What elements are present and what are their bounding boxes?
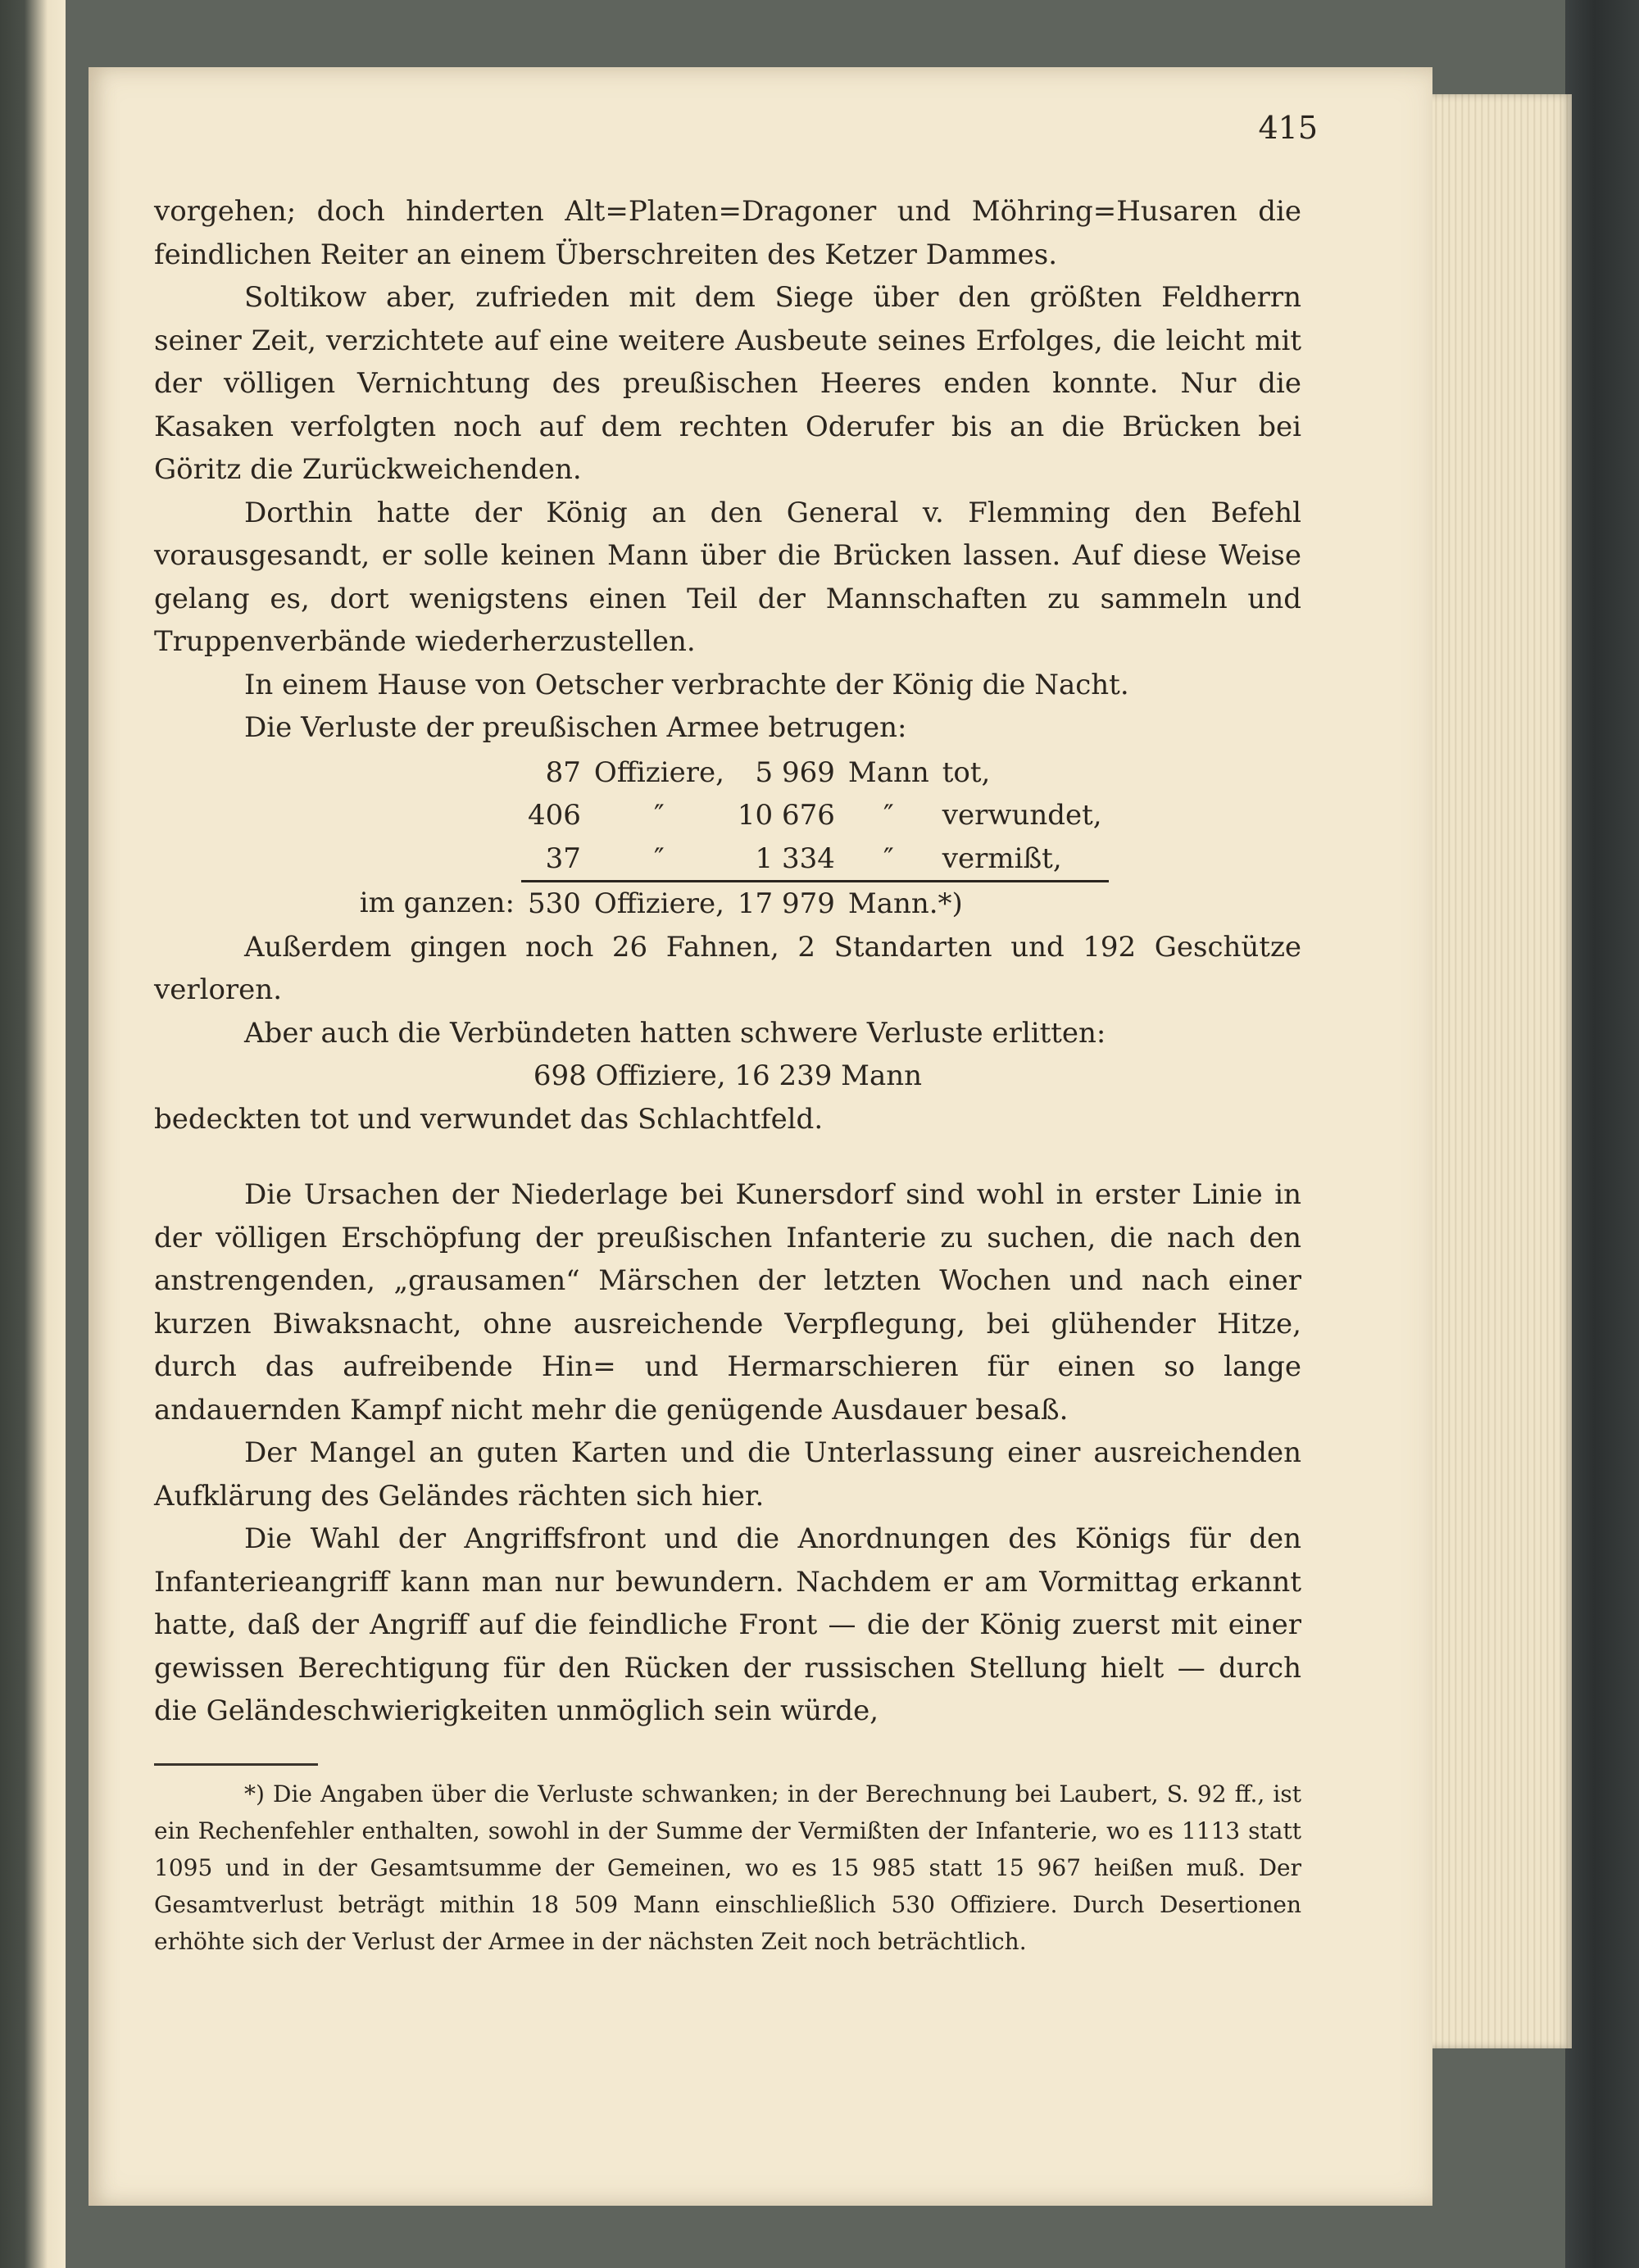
left-page-edge	[0, 0, 66, 2268]
losses-total-label: im ganzen:	[359, 887, 515, 920]
book-page	[89, 67, 1432, 2206]
losses-label	[154, 837, 521, 882]
losses-officers: 87	[545, 755, 581, 789]
losses-men-word: ″	[883, 799, 894, 832]
losses-row	[154, 751, 1109, 795]
book-cover-edge	[1565, 0, 1639, 2268]
losses-label	[154, 794, 521, 837]
losses-men: 10 676	[737, 799, 835, 832]
losses-total-officers-word: Offiziere,	[593, 887, 724, 920]
paragraph: vorgehen; doch hinderten Alt=Platen=Dragoner und Möhring=Husaren die feindlichen Reiter an einem Überschreiten des Ketzer Dammes.	[154, 195, 1301, 271]
section-gap	[154, 1141, 1301, 1173]
losses-officers-word: Offiziere,	[593, 755, 724, 789]
losses-status: tot,	[942, 755, 991, 789]
losses-status: verwundet,	[942, 799, 1102, 832]
losses-total-row	[154, 882, 1109, 926]
page-number: 415	[1258, 110, 1318, 146]
paragraph: Die Wahl der Angriffsfront und die Anordnungen des Königs für den Infanterieangriff kann man nur bewundern. Nachdem er am Vormittag erkannt hatte, daß der Angriff auf die feindliche Front — die der König zuerst mit einer gewissen Berechtigung für den Rücken der russischen Stellung hielt — durch die Geländeschwierigkeiten unmöglich sein würde,	[154, 1522, 1301, 1727]
losses-men: 1 334	[731, 837, 842, 882]
losses-label	[154, 751, 521, 795]
paragraph: Der Mangel an guten Karten und die Unterlassung einer ausreichenden Aufklärung des Geländes rächten sich hier.	[154, 1436, 1301, 1513]
losses-total-men: 17 979	[737, 887, 835, 920]
paragraph: Die Ursachen der Niederlage bei Kunersdorf sind wohl in erster Linie in der völligen Erschöpfung der preußischen Infanterie zu suchen, die nach den anstrengenden, „grausamen“ Märschen der letzten Wochen und nach einer kurzen Biwaksnacht, ohne ausreichende Verpflegung, bei glühender Hitze, durch das aufreibende Hin= und Hermarschieren für einen so lange andauernden Kampf nicht mehr die genügende Ausdauer besaß.	[154, 1178, 1301, 1427]
paragraph: Außerdem gingen noch 26 Fahnen, 2 Standarten und 192 Geschütze verloren.	[154, 930, 1301, 1006]
losses-officers: 37	[521, 837, 588, 882]
losses-row	[154, 837, 1109, 882]
losses-men-word: Mann	[847, 755, 929, 789]
paragraph: Die Verluste der preußischen Armee betrugen:	[244, 711, 907, 744]
losses-total-officers: 530	[528, 887, 581, 920]
paragraph: Soltikow aber, zufrieden mit dem Siege über den größten Feldherrn seiner Zeit, verzichtete auf eine weitere Ausbeute seines Erfolges, die leicht mit der völligen Vernichtung des preußischen Heeres enden konnte. Nur die Kasaken verfolgten noch auf dem rechten Oderufer bis an die Brücken bei Göritz die Zurückweichenden.	[154, 281, 1301, 486]
losses-status: vermißt,	[936, 837, 1109, 882]
paragraph: Aber auch die Verbündeten hatten schwere Verluste erlitten:	[244, 1016, 1106, 1050]
losses-table	[154, 751, 1109, 926]
losses-total-men-word: Mann.*)	[847, 887, 963, 920]
losses-officers-word: ″	[588, 837, 731, 882]
losses-men-word: ″	[842, 837, 936, 882]
paragraph: Dorthin hatte der König an den General v. Flemming den Befehl vorausgesandt, er solle keinen Mann über die Brücken lassen. Auf diese Weise gelang es, dort wenigstens einen Teil der Mannschaften zu sammeln und Truppenverbände wiederherzustellen.	[154, 496, 1301, 658]
body-text	[154, 190, 1301, 1733]
paragraph: bedeckten tot und verwundet das Schlachtfeld.	[154, 1102, 824, 1136]
losses-row	[154, 794, 1109, 837]
footnote: *) Die Angaben über die Verluste schwanken; in der Berechnung bei Laubert, S. 92 ff., ist ein Rechenfehler enthalten, sowohl in der Summe der Vermißten der Infanterie, wo es 1113 statt 1095 und in der Gesamtsumme der Gemeinen, wo es 15 985 statt 15 967 heißen muß. Der Gesamtverlust beträgt mithin 18 509 Mann einschließlich 530 Offiziere. Durch Desertionen erhöhte sich der Verlust der Armee in der nächsten Zeit noch beträchtlich.	[154, 1780, 1301, 1955]
losses-men: 5 969	[755, 755, 835, 789]
paragraph: In einem Hause von Oetscher verbrachte der König die Nacht.	[244, 668, 1129, 701]
losses-officers-word: ″	[654, 799, 665, 832]
page-stack-edge	[1424, 94, 1572, 2048]
losses-officers: 406	[528, 799, 581, 832]
footnote-rule	[154, 1763, 318, 1766]
allied-losses: 698 Offiziere, 16 239 Mann	[533, 1059, 923, 1092]
